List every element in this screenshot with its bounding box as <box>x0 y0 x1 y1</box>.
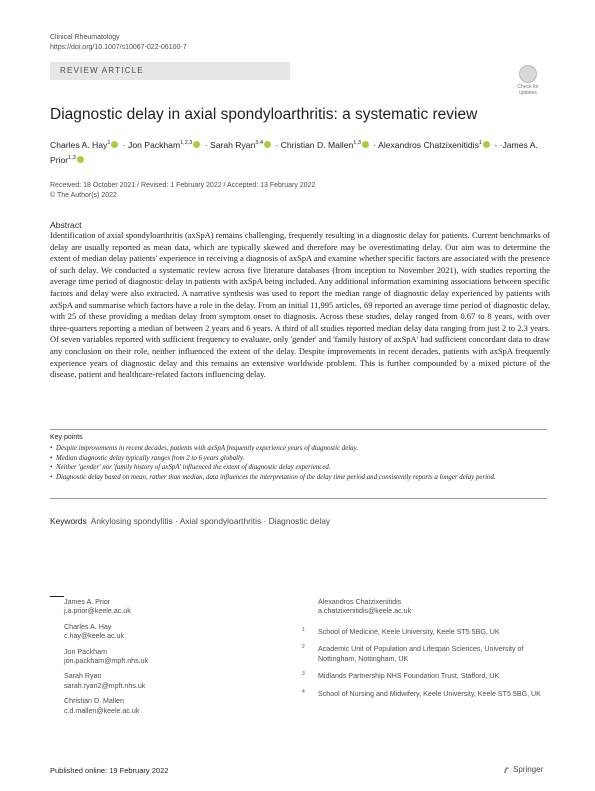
author-separator: · <box>491 140 500 150</box>
publisher-logo[interactable] <box>503 765 543 775</box>
footnote-rule <box>50 596 64 597</box>
contact-name: Christian D. Mallen <box>64 697 124 706</box>
key-point-text: Median diagnostic delay typically ranges from 2 to 6 years globally. <box>56 454 245 462</box>
abstract-text: Identification of axial spondyloarthritis (axSpA) remains challenging, frequently resulting in a diagnostic delay for patients. Current benchmarks of delay are usually reported as mean data, which are typically skewed and therefore may be overestimating delay. Our aim was to determine the extent of median delay patients' experience in receiving a diagnosis of axSpA and examine whether specific factors are associated with the presence of such delay. We conducted a systematic review across five literature databases (from inception to November 2021), with studies reporting the average time period of diagnostic delay in patients with axSpA being included. Any additional information examining associations between specific factors and delay were also extracted. A narrative synthesis was used to report the median range of diagnostic delay experienced by patients with axSpA and summarise which factors have a role in the delay. From an initial 11,995 articles, 69 reported an average time period of diagnostic delay, with 25 of these providing a median delay from symptom onset to diagnosis. Across these studies, delay ranged from 0.67 to 8 years, with over three-quarters reporting a median of between 2 years and 6 years. A third of all studies reported median delay data ranging from just 2 to 2.3 years. Of seven variables reported with sufficient frequency to evaluate, only 'gender' and 'family history of axSpA' had sufficient concordant data to draw any conclusion on their role, neither influenced the extent of the delay. Despite improvements in recent decades, patients with axSpA frequently experience years of diagnostic delay and this remains an extensive worldwide problem. This is further compounded by a mixed picture of the disease, patient and healthcare-related factors influencing delay. <box>50 230 550 380</box>
author-affiliation-marker: 1,3 <box>353 140 361 147</box>
author-name: Jon Packham <box>128 140 181 150</box>
affiliation-item <box>302 672 552 681</box>
key-point-item <box>50 444 547 454</box>
contact-name: Alexandros Chatzixenitidis <box>318 598 402 606</box>
bullet-icon: • <box>50 454 53 462</box>
key-points-bottom-rule <box>50 498 547 499</box>
orcid-icon[interactable] <box>264 141 271 148</box>
article-type-label: REVIEW ARTICLE <box>60 66 144 75</box>
author-contact <box>64 672 148 691</box>
author[interactable] <box>128 140 202 150</box>
bullet-icon: • <box>50 464 53 471</box>
orcid-icon[interactable] <box>77 156 84 163</box>
author-name: Charles A. Hay <box>50 140 108 150</box>
affiliation-item <box>302 645 552 664</box>
key-point-item <box>50 473 547 483</box>
author-separator: · <box>202 140 210 150</box>
author-separator: · <box>499 140 503 150</box>
bullet-icon: • <box>50 473 53 481</box>
contact-name: Charles A. Hay <box>64 622 112 631</box>
author-contact <box>64 623 148 642</box>
contact-email[interactable]: j.a.prior@keele.ac.uk <box>64 607 131 616</box>
author-separator: · <box>120 140 129 150</box>
check-for-updates-label: Check for updates <box>517 84 539 96</box>
copyright-notice: © The Author(s) 2022 <box>50 192 117 199</box>
author[interactable] <box>281 140 371 150</box>
contact-name: Sarah Ryan <box>64 672 102 681</box>
author-contact <box>64 648 148 667</box>
affiliation-number: 2 <box>302 644 305 651</box>
author-separator: · <box>273 140 281 150</box>
key-point-text: Diagnostic delay based on mean, rather than median, data influences the interpretation of the delay time period and consistently reports a longer delay period. <box>56 473 496 481</box>
author-name: Sarah Ryan <box>209 140 256 150</box>
affiliation-text: Midlands Partnership NHS Foundation Trust, Stafford, UK <box>318 672 500 681</box>
author-affiliation-marker: 1,2,3 <box>180 140 193 147</box>
author-separator: · <box>370 140 379 150</box>
author-affiliation-marker: 3,4 <box>255 140 264 147</box>
check-for-updates-icon <box>519 65 537 83</box>
bullet-icon: • <box>50 445 53 452</box>
author-affiliation-marker: 1,3 <box>68 155 76 162</box>
contact-email[interactable]: c.hay@keele.ac.uk <box>64 632 125 641</box>
author[interactable] <box>50 140 120 150</box>
contact-email[interactable]: jon.packham@mpft.nhs.uk <box>64 657 149 666</box>
contact-name: Jon Packham <box>64 647 107 656</box>
key-points-heading: Key points <box>50 434 83 441</box>
author-contacts-left <box>64 598 148 722</box>
key-point-text: Despite improvements in recent decades, patients with axSpA frequently experience years of diagnostic delay. <box>56 445 359 452</box>
author-name: James A. Prior <box>50 140 538 165</box>
abstract-heading: Abstract <box>50 220 82 230</box>
affiliation-text: School of Medicine, Keele University, Keele ST5 5BG, UK <box>318 628 500 636</box>
springer-horse-icon <box>503 766 510 774</box>
published-online: Published online: 19 February 2022 <box>50 766 169 775</box>
keywords <box>50 515 330 527</box>
affiliation-text: School of Nursing and Midwifery, Keele University, Keele ST5 5BG, UK <box>318 689 541 698</box>
doi-link[interactable]: https://doi.org/10.1007/s10067-022-06100-7 <box>50 44 187 51</box>
journal-name: Clinical Rheumatology <box>50 34 120 41</box>
orcid-icon[interactable] <box>362 141 369 148</box>
orcid-icon[interactable] <box>111 141 118 148</box>
author[interactable] <box>210 140 273 150</box>
affiliation-number: 4 <box>302 688 305 695</box>
orcid-icon[interactable] <box>483 141 490 148</box>
publisher-name: Springer <box>513 765 544 774</box>
author-affiliation-marker: 1 <box>107 140 111 147</box>
author-name: Alexandros Chatzixenitidis <box>378 140 479 150</box>
article-dates: Received: 18 October 2021 / Revised: 1 February 2022 / Accepted: 13 February 2022 <box>50 182 316 189</box>
key-points-list <box>50 444 547 482</box>
author-name: Christian D. Mallen <box>280 140 354 150</box>
affiliation-text: Academic Unit of Population and Lifespan Sciences, University of Nottingham, Nottingham, UK <box>318 645 524 663</box>
affiliation-item <box>302 690 552 699</box>
author-affiliation-marker: 1 <box>478 140 482 147</box>
orcid-icon[interactable] <box>193 141 200 148</box>
affiliations <box>302 628 552 707</box>
contact-email[interactable]: sarah.ryan2@mpft.nhs.uk <box>64 681 146 690</box>
contact-email[interactable]: a.chatzixenitidis@keele.ac.uk <box>318 607 412 616</box>
article-title: Diagnostic delay in axial spondyloarthritis: a systematic review <box>50 106 478 123</box>
key-points-top-rule <box>50 429 547 430</box>
affiliation-number: 3 <box>302 671 305 678</box>
check-for-updates-button[interactable] <box>510 65 546 97</box>
affiliation-number: 1 <box>302 627 305 633</box>
key-point-item <box>50 454 547 464</box>
key-point-text: Neither 'gender' nor 'family history of axSpA' influenced the extent of diagnostic delay experienced. <box>56 464 331 471</box>
author[interactable] <box>378 140 492 150</box>
key-point-item <box>50 463 547 473</box>
keywords-text: Ankylosing spondylitis · Axial spondyloarthritis · Diagnostic delay <box>90 516 331 526</box>
author-contact <box>318 598 558 617</box>
author-contact <box>64 598 148 617</box>
keywords-label: Keywords <box>50 516 87 526</box>
author-list <box>50 138 550 168</box>
contact-email[interactable]: c.d.mallen@keele.ac.uk <box>64 706 140 715</box>
author-contact <box>64 697 148 716</box>
author-contacts-right <box>318 598 558 617</box>
affiliation-item <box>302 628 552 637</box>
contact-name: James A. Prior <box>64 598 111 606</box>
